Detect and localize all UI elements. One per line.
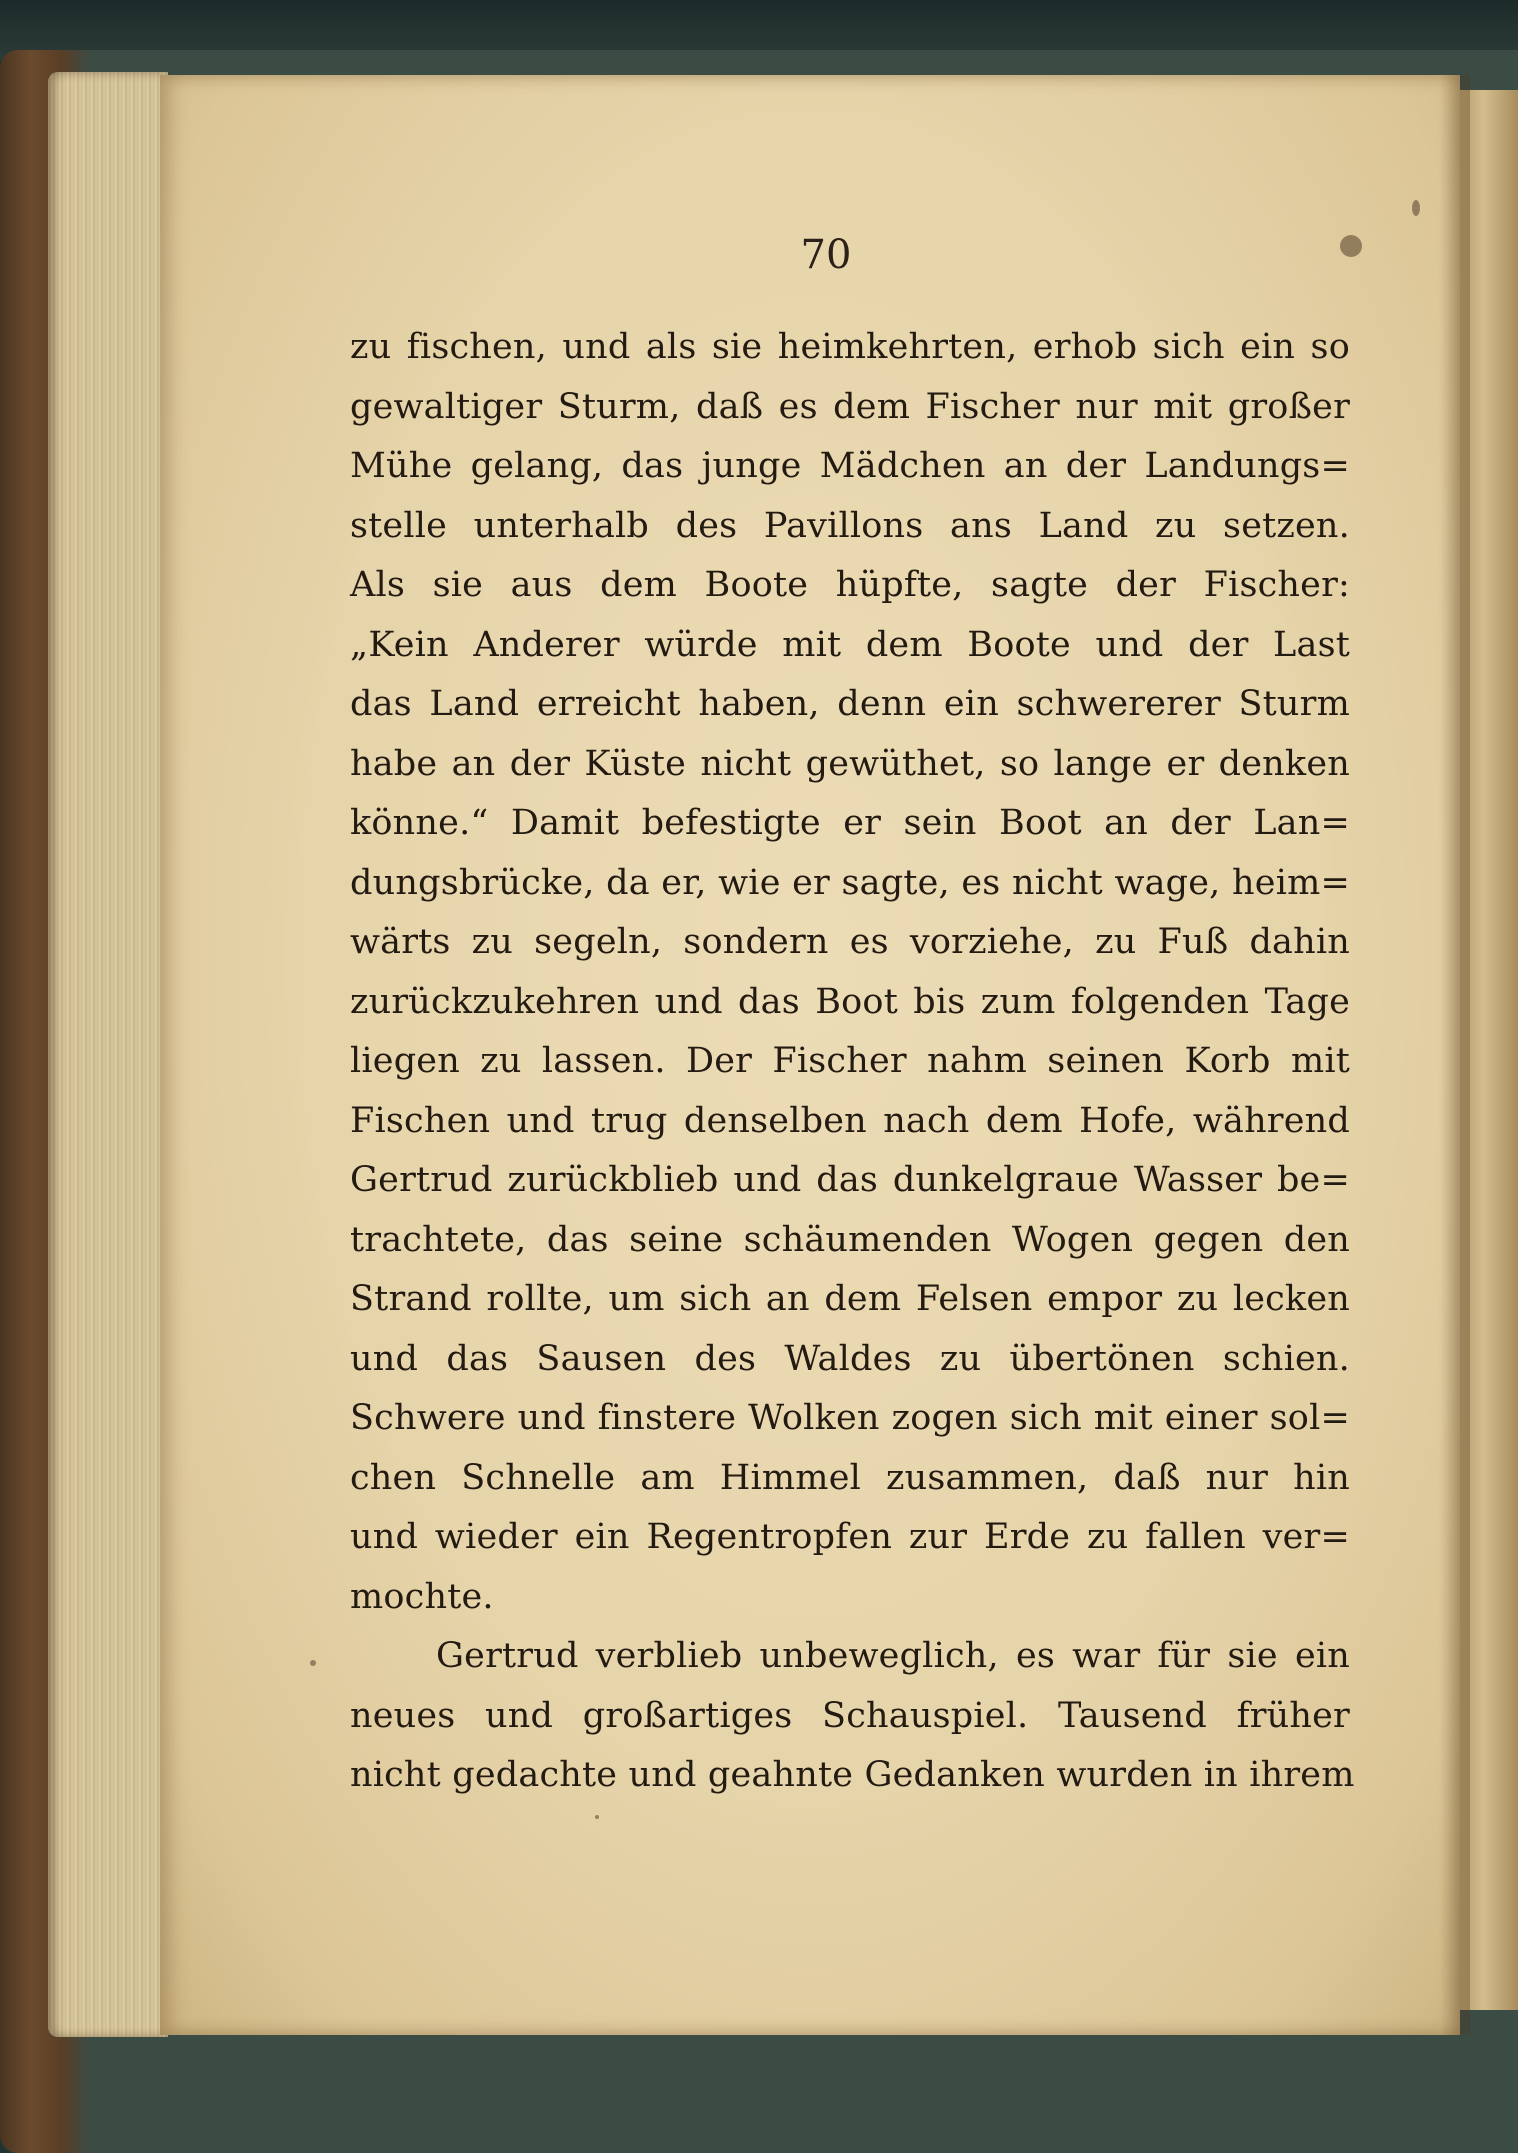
spine-shadow	[1440, 75, 1470, 2035]
text-line: chen Schnelle am Himmel zusammen, daß nur hin	[350, 1457, 1350, 1498]
paper-speck	[595, 1815, 599, 1819]
text-line: wärts zu segeln, sondern es vorziehe, zu Fuß dahin	[350, 922, 1350, 962]
text-line: zurückzukehren und das Boot bis zum folgenden Tage	[350, 981, 1350, 1022]
text-line: Gertrud zurückblieb und das dunkelgraue Wasser be=	[350, 1160, 1350, 1200]
text-line: stelle unterhalb des Pavillons ans Land zu setzen.	[350, 505, 1350, 546]
text-line: Fischen und trug denselben nach dem Hofe, während	[350, 1100, 1350, 1141]
text-line: neues und großartiges Schauspiel. Tausend früher	[350, 1695, 1350, 1736]
text-line: habe an der Küste nicht gewüthet, so lange er denken	[350, 743, 1350, 784]
text-line: gewaltiger Sturm, daß es dem Fischer nur mit großer	[350, 386, 1350, 427]
text-line: trachtete, das seine schäumenden Wogen gegen den	[350, 1219, 1350, 1260]
page-edges	[48, 72, 168, 2037]
text-line: dungsbrücke, da er, wie er sagte, es nicht wage, heim=	[350, 862, 1350, 903]
body-text	[350, 318, 1355, 1806]
page-number: 70	[800, 232, 852, 278]
text-line: und das Sausen des Waldes zu übertönen schien.	[350, 1338, 1350, 1379]
text-line: und wieder ein Regentropfen zur Erde zu fallen ver=	[350, 1517, 1350, 1557]
text-line: könne.“ Damit befestigte er sein Boot an der Lan=	[350, 803, 1350, 843]
text-line: Gertrud verblieb unbeweglich, es war für sie ein	[436, 1636, 1350, 1676]
paper-speck	[310, 1660, 316, 1666]
text-line: Als sie aus dem Boote hüpfte, sagte der Fischer:	[350, 565, 1350, 605]
text-line: Mühe gelang, das junge Mädchen an der Landungs=	[350, 446, 1350, 486]
text-line: nicht gedachte und geahnte Gedanken wurden in ihrem	[350, 1755, 1355, 1795]
text-line: Strand rollte, um sich an dem Felsen empor zu lecken	[350, 1279, 1350, 1319]
text-line: „Kein Anderer würde mit dem Boote und der Last	[350, 624, 1350, 665]
paper-speck	[1412, 200, 1420, 216]
text-line: liegen zu lassen. Der Fischer nahm seinen Korb mit	[350, 1041, 1350, 1081]
text-line: Schwere und finstere Wolken zogen sich mit einer sol=	[350, 1398, 1350, 1438]
text-line: das Land erreicht haben, denn ein schwererer Sturm	[350, 684, 1350, 724]
text-line: zu fischen, und als sie heimkehrten, erhob sich ein so	[350, 327, 1350, 367]
text-line: mochte.	[350, 1576, 494, 1617]
